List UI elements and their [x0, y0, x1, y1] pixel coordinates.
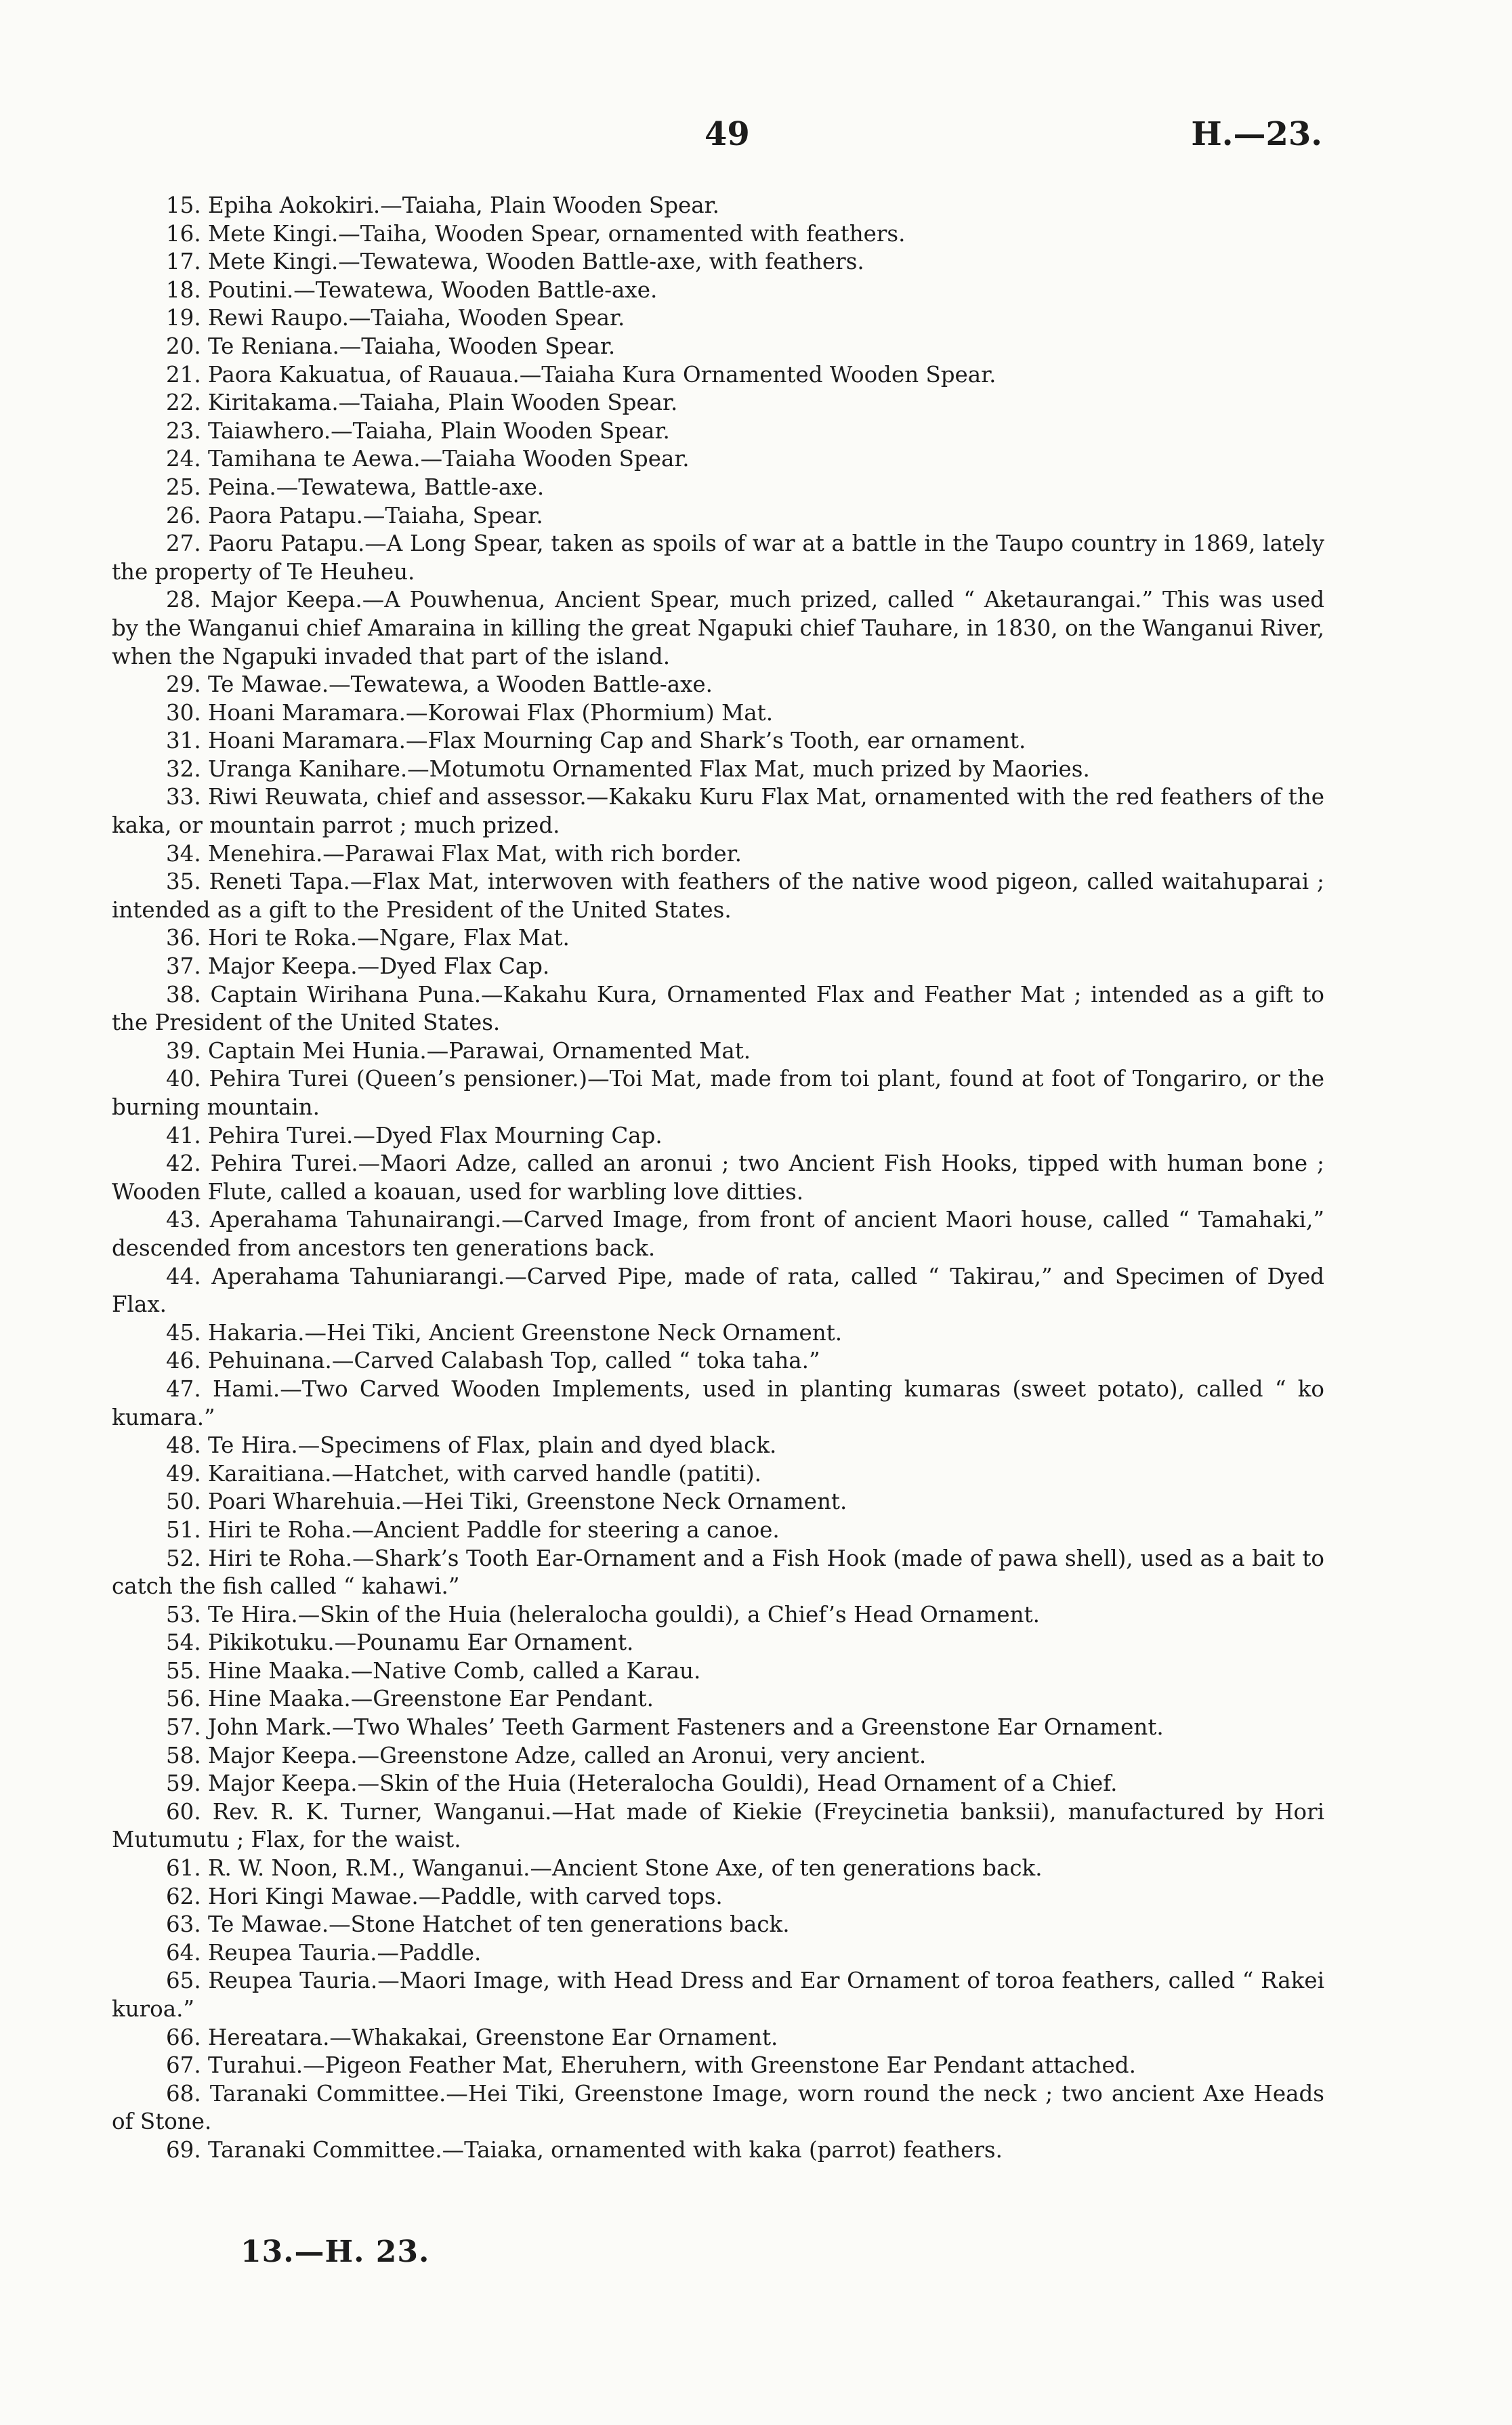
item-number: 26.	[166, 502, 201, 528]
item-text: Hine Maaka.—Native Comb, called a Karau.	[208, 1657, 701, 1684]
item-text: Hakaria.—Hei Tiki, Ancient Greenstone Neck Ornament.	[208, 1319, 843, 1346]
list-item	[112, 1657, 1324, 1686]
item-number: 69.	[166, 2136, 201, 2163]
item-number: 64.	[166, 1939, 201, 1966]
item-number: 36.	[166, 925, 201, 951]
item-number: 56.	[166, 1686, 201, 1712]
item-text: Reneti Tapa.—Flax Mat, interwoven with feathers of the native wood pigeon, called waitahuparai ; intended as a gift to the President of the United States.	[112, 869, 1324, 923]
item-text: Karaitiana.—Hatchet, with carved handle (patiti).	[208, 1460, 761, 1487]
item-number: 47.	[166, 1375, 201, 1402]
list-item	[112, 1545, 1324, 1601]
item-text: Te Reniana.—Taiaha, Wooden Spear.	[208, 333, 616, 359]
list-item	[112, 1375, 1324, 1432]
list-item	[112, 1488, 1324, 1516]
list-item	[112, 502, 1324, 531]
list-item	[112, 248, 1324, 276]
item-text: Hoani Maramara.—Flax Mourning Cap and Shark’s Tooth, ear ornament.	[208, 728, 1026, 754]
item-text: Paora Kakuatua, of Rauaua.—Taiaha Kura Ornamented Wooden Spear.	[208, 361, 996, 388]
item-number: 40.	[166, 1066, 201, 1092]
item-text: Hoani Maramara.—Korowai Flax (Phormium) Mat.	[208, 699, 774, 726]
item-number: 31.	[166, 728, 201, 754]
item-number: 32.	[166, 755, 201, 782]
list-item	[112, 1742, 1324, 1770]
item-text: Te Hira.—Specimens of Flax, plain and dyed black.	[208, 1432, 777, 1459]
item-text: Reupea Tauria.—Paddle.	[208, 1939, 482, 1966]
list-item	[112, 2136, 1324, 2165]
item-number: 46.	[166, 1348, 201, 1374]
item-number: 20.	[166, 333, 201, 359]
sheet-signature: 13.—H. 23.	[240, 2235, 430, 2269]
item-text: John Mark.—Two Whales’ Teeth Garment Fasteners and a Greenstone Ear Ornament.	[208, 1714, 1164, 1741]
item-text: Major Keepa.—A Pouwhenua, Ancient Spear, much prized, called “ Aketaurangai.” This was used by the Wanganui chief Amaraina in killing the great Ngapuki chief Tauhare, in 1830, on the Wanganui River, when the Ngapuki invaded that part of the island.	[112, 587, 1324, 669]
item-text: Paora Patapu.—Taiaha, Spear.	[208, 502, 543, 528]
list-item	[112, 1037, 1324, 1066]
item-number: 51.	[166, 1516, 201, 1543]
item-number: 62.	[166, 1883, 201, 1909]
item-text: Reupea Tauria.—Maori Image, with Head Dress and Ear Ornament of toroa feathers, called “ Rakei kuroa.”	[112, 1968, 1324, 2022]
item-text: Mete Kingi.—Tewatewa, Wooden Battle-axe, with feathers.	[208, 249, 864, 275]
item-text: Hori Kingi Mawae.—Paddle, with carved tops.	[208, 1883, 723, 1909]
list-item	[112, 783, 1324, 840]
item-number: 21.	[166, 361, 201, 388]
list-item	[112, 1629, 1324, 1657]
list-item	[112, 953, 1324, 981]
item-number: 58.	[166, 1742, 201, 1768]
list-item	[112, 1854, 1324, 1883]
item-text: Te Hira.—Skin of the Huia (heleralocha gouldi), a Chief’s Head Ornament.	[208, 1601, 1040, 1628]
item-text: Menehira.—Parawai Flax Mat, with rich border.	[208, 840, 742, 867]
item-text: Hori te Roka.—Ngare, Flax Mat.	[208, 925, 570, 951]
item-text: Turahui.—Pigeon Feather Mat, Eheruhern, with Greenstone Ear Pendant attached.	[208, 2052, 1136, 2079]
item-text: R. W. Noon, R.M., Wanganui.—Ancient Stone Axe, of ten generations back.	[208, 1855, 1043, 1882]
list-item	[112, 1770, 1324, 1798]
item-number: 34.	[166, 840, 201, 867]
item-text: Captain Mei Hunia.—Parawai, Ornamented Mat.	[208, 1037, 751, 1064]
item-number: 55.	[166, 1657, 201, 1684]
list-item	[112, 755, 1324, 784]
item-text: Uranga Kanihare.—Motumotu Ornamented Flax Mat, much prized by Maories.	[208, 755, 1090, 782]
list-item	[112, 1065, 1324, 1121]
list-item	[112, 361, 1324, 390]
item-text: Epiha Aokokiri.—Taiaha, Plain Wooden Spear.	[208, 192, 719, 218]
item-text: Captain Wirihana Puna.—Kakahu Kura, Ornamented Flax and Feather Mat ; intended as a gift to the President of the United States.	[112, 981, 1324, 1036]
item-text: Major Keepa.—Greenstone Adze, called an Aronui, very ancient.	[208, 1742, 927, 1768]
item-number: 48.	[166, 1432, 201, 1459]
item-text: Aperahama Tahunairangi.—Carved Image, from front of ancient Maori house, called “ Tamahaki,” descended from ancestors ten generations back.	[112, 1207, 1325, 1261]
item-text: Taiawhero.—Taiaha, Plain Wooden Spear.	[208, 417, 670, 444]
item-number: 63.	[166, 1911, 201, 1938]
list-item	[112, 389, 1324, 417]
item-number: 50.	[166, 1489, 201, 1515]
item-text: Paoru Patapu.—A Long Spear, taken as spoils of war at a battle in the Taupo country in 1869, lately the property of Te Heuheu.	[112, 531, 1324, 585]
item-text: Mete Kingi.—Taiha, Wooden Spear, ornamented with feathers.	[208, 220, 906, 247]
item-number: 29.	[166, 671, 201, 698]
item-number: 53.	[166, 1601, 201, 1628]
list-item	[112, 1939, 1324, 1968]
item-number: 35.	[166, 869, 201, 895]
item-number: 23.	[166, 417, 201, 444]
item-text: Te Mawae.—Stone Hatchet of ten generations back.	[208, 1911, 790, 1938]
item-number: 17.	[166, 249, 201, 275]
list-item	[112, 1911, 1324, 1939]
item-number: 45.	[166, 1319, 201, 1346]
list-item	[112, 840, 1324, 869]
item-text: Pehira Turei.—Maori Adze, called an aronui ; two Ancient Fish Hooks, tipped with human bone ; Wooden Flute, called a koauan, used for warbling love ditties.	[112, 1151, 1324, 1205]
list-item	[112, 1122, 1324, 1151]
item-text: Rev. R. K. Turner, Wanganui.—Hat made of Kiekie (Freycinetia banksii), manufactured by Hori Mutumutu ; Flax, for the waist.	[112, 1798, 1324, 1853]
item-text: Pehira Turei (Queen’s pensioner.)—Toi Mat, made from toi plant, found at foot of Tongariro, or the burning mountain.	[112, 1066, 1324, 1120]
item-number: 41.	[166, 1122, 201, 1148]
list-item	[112, 1319, 1324, 1348]
list-item	[112, 333, 1324, 361]
list-item	[112, 445, 1324, 474]
item-text: Hiri te Roha.—Shark’s Tooth Ear-Ornament and a Fish Hook (made of pawa shell), used as a bait to catch the fish called “ kahawi.”	[112, 1545, 1324, 1600]
item-number: 27.	[166, 531, 201, 557]
item-number: 67.	[166, 2052, 201, 2079]
list-item	[112, 276, 1324, 305]
list-item	[112, 2052, 1324, 2080]
list-item	[112, 417, 1324, 446]
item-number: 30.	[166, 699, 201, 726]
list-item	[112, 727, 1324, 755]
list-item	[112, 304, 1324, 333]
list-item	[112, 981, 1324, 1037]
list-item	[112, 1347, 1324, 1375]
item-number: 22.	[166, 390, 201, 416]
item-number: 37.	[166, 953, 201, 980]
list-item	[112, 924, 1324, 953]
item-text: Tamihana te Aewa.—Taiaha Wooden Spear.	[208, 446, 690, 472]
list-item	[112, 1516, 1324, 1545]
list-item	[112, 1150, 1324, 1206]
item-text: Rewi Raupo.—Taiaha, Wooden Spear.	[208, 305, 625, 331]
list-item	[112, 868, 1324, 924]
item-text: Riwi Reuwata, chief and assessor.—Kakaku Kuru Flax Mat, ornamented with the red feathers of the kaka, or mountain parrot ; much prized.	[112, 784, 1324, 839]
item-text: Major Keepa.—Dyed Flax Cap.	[208, 953, 550, 980]
list-item	[112, 192, 1324, 220]
list-item	[112, 1432, 1324, 1460]
item-text: Pehuinana.—Carved Calabash Top, called “ toka taha.”	[208, 1348, 820, 1374]
item-number: 42.	[166, 1151, 201, 1177]
list-item	[112, 671, 1324, 699]
item-number: 61.	[166, 1855, 201, 1882]
item-number: 24.	[166, 446, 201, 472]
list-item	[112, 2080, 1324, 2136]
item-text: Hereatara.—Whakakai, Greenstone Ear Ornament.	[208, 2024, 778, 2050]
list-item	[112, 1883, 1324, 1911]
item-text: Kiritakama.—Taiaha, Plain Wooden Spear.	[208, 390, 678, 416]
item-number: 65.	[166, 1968, 201, 1994]
item-text: Hine Maaka.—Greenstone Ear Pendant.	[208, 1686, 654, 1712]
item-text: Major Keepa.—Skin of the Huia (Heteralocha Gouldi), Head Ornament of a Chief.	[208, 1770, 1118, 1797]
item-text: Taranaki Committee.—Hei Tiki, Greenstone Image, worn round the neck ; two ancient Axe Heads of Stone.	[112, 2080, 1324, 2135]
list-item	[112, 2024, 1324, 2052]
list-item	[112, 220, 1324, 249]
item-text: Pehira Turei.—Dyed Flax Mourning Cap.	[208, 1122, 663, 1148]
item-number: 52.	[166, 1545, 201, 1571]
item-text: Poutini.—Tewatewa, Wooden Battle-axe.	[208, 276, 658, 303]
item-number: 49.	[166, 1460, 201, 1487]
item-number: 16.	[166, 220, 201, 247]
item-number: 39.	[166, 1037, 201, 1064]
exhibit-list	[112, 192, 1324, 2165]
item-number: 57.	[166, 1714, 201, 1741]
item-number: 68.	[166, 2080, 201, 2107]
list-item	[112, 1263, 1324, 1319]
list-item	[112, 1714, 1324, 1742]
item-number: 15.	[166, 192, 201, 218]
list-item	[112, 1601, 1324, 1630]
item-text: Hiri te Roha.—Ancient Paddle for steering a canoe.	[208, 1516, 780, 1543]
item-text: Poari Wharehuia.—Hei Tiki, Greenstone Neck Ornament.	[208, 1489, 847, 1515]
item-text: Te Mawae.—Tewatewa, a Wooden Battle-axe.	[208, 671, 713, 698]
item-number: 33.	[166, 784, 201, 810]
item-number: 60.	[166, 1798, 201, 1825]
item-text: Taranaki Committee.—Taiaka, ornamented with kaka (parrot) feathers.	[208, 2136, 1003, 2163]
list-item	[112, 1206, 1324, 1262]
item-number: 25.	[166, 474, 201, 500]
list-item	[112, 1460, 1324, 1489]
item-number: 66.	[166, 2024, 201, 2050]
list-item	[112, 1967, 1324, 2023]
item-number: 38.	[166, 981, 201, 1008]
document-code: H.—23.	[1191, 115, 1322, 153]
item-number: 59.	[166, 1770, 201, 1797]
item-number: 19.	[166, 305, 201, 331]
item-text: Aperahama Tahuniarangi.—Carved Pipe, made of rata, called “ Takirau,” and Specimen of Dyed Flax.	[112, 1263, 1324, 1318]
item-number: 44.	[166, 1263, 201, 1289]
item-number: 54.	[166, 1630, 201, 1656]
list-item	[112, 1798, 1324, 1854]
list-item	[112, 530, 1324, 586]
page-number: 49	[705, 115, 750, 153]
list-item	[112, 699, 1324, 728]
item-number: 18.	[166, 276, 201, 303]
item-text: Hami.—Two Carved Wooden Implements, used in planting kumaras (sweet potato), called “ ko kumara.”	[112, 1375, 1324, 1430]
page-header	[0, 115, 1512, 163]
list-item	[112, 586, 1324, 671]
item-text: Peina.—Tewatewa, Battle-axe.	[208, 474, 545, 500]
item-number: 28.	[166, 587, 201, 613]
list-item	[112, 474, 1324, 502]
list-item	[112, 1685, 1324, 1714]
item-number: 43.	[166, 1207, 201, 1233]
item-text: Pikikotuku.—Pounamu Ear Ornament.	[208, 1630, 634, 1656]
